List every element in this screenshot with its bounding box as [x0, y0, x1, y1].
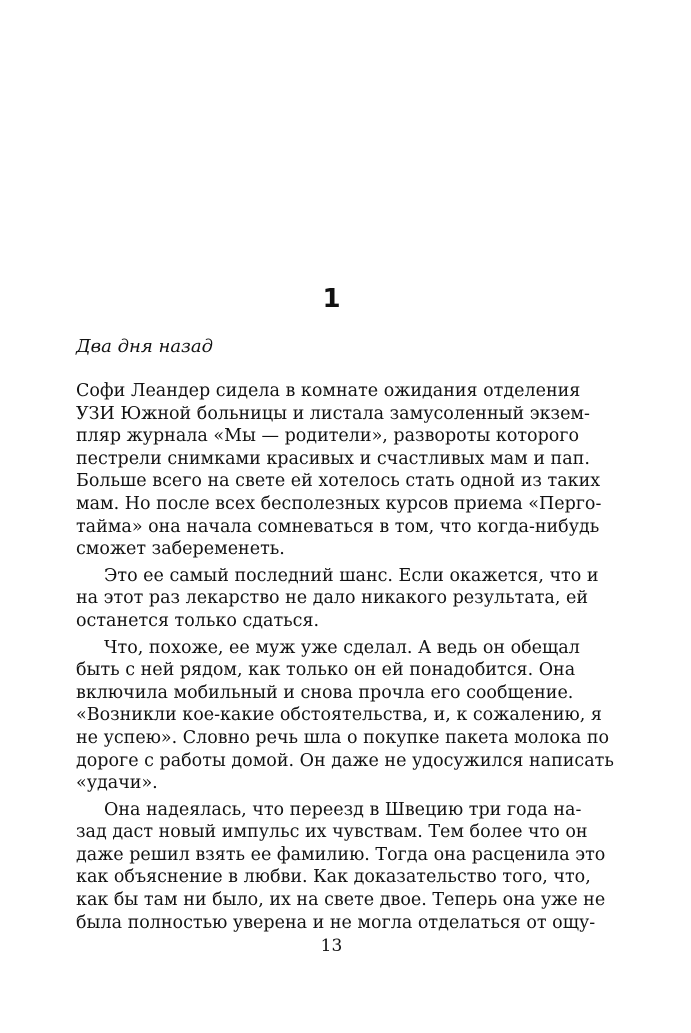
text-line: останется только сдаться.	[76, 610, 320, 631]
section-time-heading: Два дня назад	[76, 336, 214, 357]
paragraph	[76, 380, 602, 561]
paragraph	[76, 637, 614, 795]
text-line: как бы там ни было, их на свете двое. Теперь она уже не	[76, 890, 606, 911]
text-line: Софи Леандер сидела в комнате ожидания отделения	[76, 381, 581, 401]
text-line: зад даст новый импульс их чувствам. Тем более что он	[76, 822, 588, 843]
text-line: дороге с работы домой. Он даже не удосужился написать	[76, 750, 614, 771]
text-line: тайма» она начала сомневаться в том, что когда-нибудь	[76, 516, 600, 537]
body-text	[76, 380, 614, 934]
text-line: Что, похоже, ее муж уже сделал. А ведь он обещал	[104, 637, 580, 658]
text-line: сможет забеременеть.	[76, 539, 285, 560]
text-line: даже решил взять ее фамилию. Тогда она расценила это	[76, 844, 606, 865]
text-line: пляр журнала «Мы — родители», развороты которого	[76, 426, 580, 447]
text-line: включила мобильный и снова прочла его сообщение.	[76, 682, 574, 703]
text-line: мам. Но после всех бесполезных курсов приема «Перго-	[76, 493, 602, 514]
text-line: «удачи».	[76, 773, 158, 794]
text-line: не успею». Словно речь шла о покупке пакета молока по	[76, 727, 610, 748]
paragraph	[76, 565, 599, 633]
text-line: на этот раз лекарство не дало никакого результата, ей	[76, 588, 589, 609]
text-line: была полностью уверена и не могла отделаться от ощу-	[76, 912, 596, 933]
text-line: как объяснение в любви. Как доказательство того, что,	[76, 867, 591, 888]
text-line: быть с ней рядом, как только он ей понадобится. Она	[76, 660, 576, 681]
text-line: Это ее самый последний шанс. Если окажется, что и	[104, 565, 599, 586]
text-line: УЗИ Южной больницы и листала замусоленный экзем-	[76, 403, 590, 424]
text-line: Больше всего на свете ей хотелось стать одной из таких	[76, 471, 601, 492]
text-line: пестрели снимками красивых и счастливых мам и пап.	[76, 448, 590, 469]
text-line: «Возникли кое-какие обстоятельства, и, к сожалению, я	[76, 705, 602, 726]
chapter-number: 1	[322, 284, 341, 314]
page-number: 13	[320, 936, 343, 956]
paragraph	[76, 799, 606, 935]
text-line: Она надеялась, что переезд в Швецию три года на-	[104, 799, 582, 820]
